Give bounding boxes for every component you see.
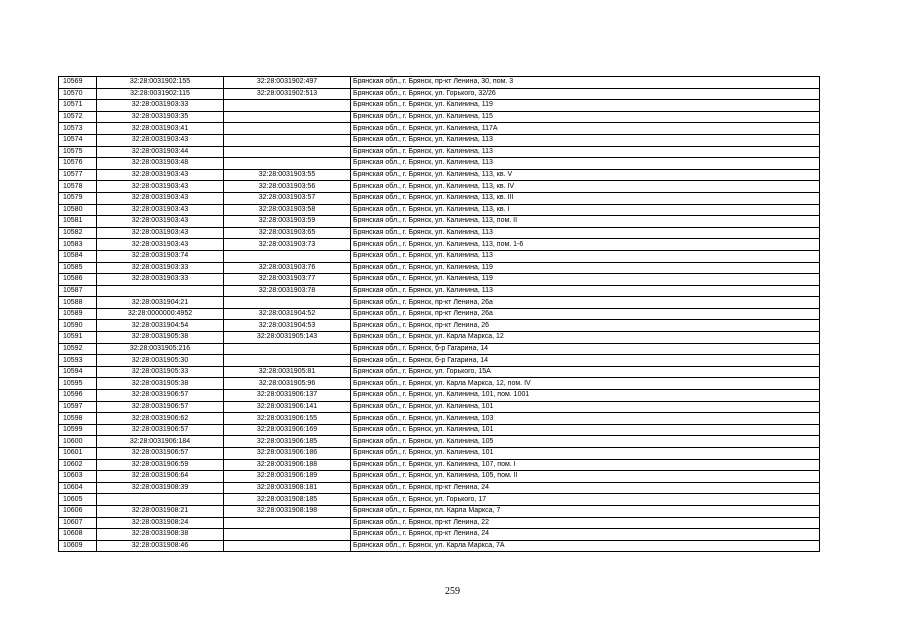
cadastral-number-cell: 32:28:0031903:43: [97, 169, 224, 181]
table-row: [59, 216, 820, 228]
cadastral-number-cell: 32:28:0031908:21: [97, 505, 224, 517]
address-cell: Брянская обл., г. Брянск, ул. Калинина, 119: [351, 100, 820, 112]
linked-cadastral-number-cell: 32:28:0031906:155: [224, 413, 351, 425]
linked-cadastral-number-cell: 32:28:0031906:188: [224, 459, 351, 471]
address-cell: Брянская обл., г. Брянск, пр-кт Ленина, 26: [351, 320, 820, 332]
address-cell: Брянская обл., г. Брянск, ул. Калинина, 113, кв. IV: [351, 181, 820, 193]
linked-cadastral-number-cell: 32:28:0031908:181: [224, 482, 351, 494]
linked-cadastral-number-cell: [224, 355, 351, 367]
row-number-cell: 10597: [59, 401, 97, 413]
row-number-cell: 10602: [59, 459, 97, 471]
table-row: [59, 343, 820, 355]
cadastral-number-cell: 32:28:0031906:59: [97, 459, 224, 471]
address-cell: Брянская обл., г. Брянск, б-р Гагарина, 14: [351, 355, 820, 367]
row-number-cell: 10581: [59, 216, 97, 228]
address-cell: Брянская обл., г. Брянск, ул. Калинина, 113, кв. I: [351, 204, 820, 216]
linked-cadastral-number-cell: 32:28:0031903:73: [224, 239, 351, 251]
address-cell: Брянская обл., г. Брянск, ул. Горького, 17: [351, 494, 820, 506]
address-cell: Брянская обл., г. Брянск, ул. Калинина, 113, пом. II: [351, 216, 820, 228]
address-cell: Брянская обл., г. Брянск, ул. Калинина, 117А: [351, 123, 820, 135]
row-number-cell: 10594: [59, 366, 97, 378]
table-row: [59, 227, 820, 239]
page-number: 259: [445, 586, 460, 597]
linked-cadastral-number-cell: [224, 100, 351, 112]
table-row: [59, 494, 820, 506]
cadastral-number-cell: 32:28:0031903:43: [97, 181, 224, 193]
linked-cadastral-number-cell: [224, 250, 351, 262]
row-number-cell: 10585: [59, 262, 97, 274]
table-row: [59, 436, 820, 448]
table-row: [59, 77, 820, 89]
address-cell: Брянская обл., г. Брянск, б-р Гагарина, 14: [351, 343, 820, 355]
address-cell: Брянская обл., г. Брянск, ул. Калинина, 113: [351, 227, 820, 239]
cadastral-number-cell: 32:28:0031903:48: [97, 158, 224, 170]
row-number-cell: 10588: [59, 297, 97, 309]
row-number-cell: 10600: [59, 436, 97, 448]
table-row: [59, 390, 820, 402]
linked-cadastral-number-cell: [224, 146, 351, 158]
linked-cadastral-number-cell: [224, 343, 351, 355]
table-row: [59, 471, 820, 483]
linked-cadastral-number-cell: 32:28:0031903:55: [224, 169, 351, 181]
linked-cadastral-number-cell: 32:28:0031906:137: [224, 390, 351, 402]
cadastral-number-cell: [97, 494, 224, 506]
cadastral-number-cell: 32:28:0031906:57: [97, 401, 224, 413]
property-table: [58, 76, 820, 552]
linked-cadastral-number-cell: 32:28:0031902:513: [224, 88, 351, 100]
row-number-cell: 10604: [59, 482, 97, 494]
table-row: [59, 262, 820, 274]
row-number-cell: 10603: [59, 471, 97, 483]
address-cell: Брянская обл., г. Брянск, ул. Калинина, 101: [351, 448, 820, 460]
row-number-cell: 10607: [59, 517, 97, 529]
cadastral-number-cell: 32:28:0031903:43: [97, 134, 224, 146]
address-cell: Брянская обл., г. Брянск, ул. Калинина, 101, пом. 1001: [351, 390, 820, 402]
row-number-cell: 10591: [59, 332, 97, 344]
row-number-cell: 10592: [59, 343, 97, 355]
row-number-cell: 10593: [59, 355, 97, 367]
cadastral-number-cell: 32:28:0031906:57: [97, 424, 224, 436]
cadastral-number-cell: 32:28:0031903:33: [97, 262, 224, 274]
linked-cadastral-number-cell: 32:28:0031903:56: [224, 181, 351, 193]
table-row: [59, 505, 820, 517]
table-row: [59, 529, 820, 541]
address-cell: Брянская обл., г. Брянск, ул. Калинина, 119: [351, 262, 820, 274]
table-row: [59, 181, 820, 193]
cadastral-number-cell: 32:28:0031903:43: [97, 227, 224, 239]
linked-cadastral-number-cell: 32:28:0031903:65: [224, 227, 351, 239]
table-row: [59, 274, 820, 286]
table-row: [59, 146, 820, 158]
row-number-cell: 10574: [59, 134, 97, 146]
row-number-cell: 10587: [59, 285, 97, 297]
table-row: [59, 355, 820, 367]
linked-cadastral-number-cell: 32:28:0031903:57: [224, 192, 351, 204]
address-cell: Брянская обл., г. Брянск, ул. Калинина, 103: [351, 413, 820, 425]
table-row: [59, 320, 820, 332]
address-cell: Брянская обл., г. Брянск, пр-кт Ленина, 24: [351, 529, 820, 541]
address-cell: Брянская обл., г. Брянск, пр-кт Ленина, 22: [351, 517, 820, 529]
table-row: [59, 100, 820, 112]
row-number-cell: 10572: [59, 111, 97, 123]
row-number-cell: 10608: [59, 529, 97, 541]
address-cell: Брянская обл., г. Брянск, ул. Калинина, 113, кв. V: [351, 169, 820, 181]
linked-cadastral-number-cell: 32:28:0031903:78: [224, 285, 351, 297]
row-number-cell: 10586: [59, 274, 97, 286]
linked-cadastral-number-cell: 32:28:0031904:53: [224, 320, 351, 332]
address-cell: Брянская обл., г. Брянск, ул. Калинина, 113: [351, 285, 820, 297]
table-row: [59, 424, 820, 436]
cadastral-number-cell: 32:28:0031903:43: [97, 239, 224, 251]
table-row: [59, 459, 820, 471]
row-number-cell: 10576: [59, 158, 97, 170]
row-number-cell: 10573: [59, 123, 97, 135]
cadastral-number-cell: 32:28:0031902:155: [97, 77, 224, 89]
table-row: [59, 378, 820, 390]
row-number-cell: 10589: [59, 308, 97, 320]
table-row: [59, 169, 820, 181]
linked-cadastral-number-cell: 32:28:0031904:52: [224, 308, 351, 320]
row-number-cell: 10599: [59, 424, 97, 436]
row-number-cell: 10570: [59, 88, 97, 100]
row-number-cell: 10596: [59, 390, 97, 402]
address-cell: Брянская обл., г. Брянск, ул. Калинина, 113: [351, 134, 820, 146]
linked-cadastral-number-cell: [224, 529, 351, 541]
table-row: [59, 448, 820, 460]
table-row: [59, 366, 820, 378]
address-cell: Брянская обл., г. Брянск, ул. Карла Маркса, 12, пом. IV: [351, 378, 820, 390]
cadastral-number-cell: [97, 285, 224, 297]
address-cell: Брянская обл., г. Брянск, пр-кт Ленина, 26а: [351, 308, 820, 320]
table-row: [59, 192, 820, 204]
linked-cadastral-number-cell: 32:28:0031902:497: [224, 77, 351, 89]
cadastral-number-cell: 32:28:0031906:64: [97, 471, 224, 483]
linked-cadastral-number-cell: 32:28:0031906:186: [224, 448, 351, 460]
table-row: [59, 308, 820, 320]
address-cell: Брянская обл., г. Брянск, ул. Горького, 15А: [351, 366, 820, 378]
linked-cadastral-number-cell: 32:28:0031908:198: [224, 505, 351, 517]
address-cell: Брянская обл., г. Брянск, ул. Калинина, 113: [351, 158, 820, 170]
property-table-body: [59, 77, 820, 552]
cadastral-number-cell: 32:28:0031908:38: [97, 529, 224, 541]
table-row: [59, 413, 820, 425]
linked-cadastral-number-cell: 32:28:0031905:81: [224, 366, 351, 378]
linked-cadastral-number-cell: [224, 134, 351, 146]
row-number-cell: 10578: [59, 181, 97, 193]
address-cell: Брянская обл., г. Брянск, пл. Карла Маркса, 7: [351, 505, 820, 517]
table-row: [59, 540, 820, 552]
row-number-cell: 10601: [59, 448, 97, 460]
cadastral-number-cell: 32:28:0031903:43: [97, 216, 224, 228]
table-row: [59, 88, 820, 100]
row-number-cell: 10609: [59, 540, 97, 552]
row-number-cell: 10605: [59, 494, 97, 506]
linked-cadastral-number-cell: [224, 540, 351, 552]
cadastral-number-cell: 32:28:0031904:21: [97, 297, 224, 309]
linked-cadastral-number-cell: 32:28:0031905:96: [224, 378, 351, 390]
row-number-cell: 10579: [59, 192, 97, 204]
address-cell: Брянская обл., г. Брянск, ул. Калинина, 119: [351, 274, 820, 286]
cadastral-number-cell: 32:28:0031903:35: [97, 111, 224, 123]
cadastral-number-cell: 32:28:0000000:4952: [97, 308, 224, 320]
cadastral-number-cell: 32:28:0031903:33: [97, 274, 224, 286]
row-number-cell: 10590: [59, 320, 97, 332]
row-number-cell: 10598: [59, 413, 97, 425]
row-number-cell: 10582: [59, 227, 97, 239]
table-row: [59, 204, 820, 216]
table-row: [59, 285, 820, 297]
linked-cadastral-number-cell: [224, 297, 351, 309]
cadastral-number-cell: 32:28:0031905:33: [97, 366, 224, 378]
cadastral-number-cell: 32:28:0031904:54: [97, 320, 224, 332]
cadastral-number-cell: 32:28:0031906:57: [97, 448, 224, 460]
cadastral-number-cell: 32:28:0031903:41: [97, 123, 224, 135]
cadastral-number-cell: 32:28:0031908:24: [97, 517, 224, 529]
linked-cadastral-number-cell: 32:28:0031905:143: [224, 332, 351, 344]
row-number-cell: 10569: [59, 77, 97, 89]
linked-cadastral-number-cell: 32:28:0031903:76: [224, 262, 351, 274]
address-cell: Брянская обл., г. Брянск, ул. Карла Маркса, 12: [351, 332, 820, 344]
table-row: [59, 134, 820, 146]
linked-cadastral-number-cell: 32:28:0031903:77: [224, 274, 351, 286]
linked-cadastral-number-cell: 32:28:0031906:141: [224, 401, 351, 413]
address-cell: Брянская обл., г. Брянск, пр-кт Ленина, 30, пом. 3: [351, 77, 820, 89]
row-number-cell: 10580: [59, 204, 97, 216]
table-row: [59, 482, 820, 494]
row-number-cell: 10583: [59, 239, 97, 251]
table-row: [59, 332, 820, 344]
linked-cadastral-number-cell: 32:28:0031908:185: [224, 494, 351, 506]
linked-cadastral-number-cell: [224, 517, 351, 529]
cadastral-number-cell: 32:28:0031903:74: [97, 250, 224, 262]
table-row: [59, 401, 820, 413]
row-number-cell: 10577: [59, 169, 97, 181]
linked-cadastral-number-cell: 32:28:0031903:58: [224, 204, 351, 216]
linked-cadastral-number-cell: 32:28:0031906:169: [224, 424, 351, 436]
cadastral-number-cell: 32:28:0031905:30: [97, 355, 224, 367]
row-number-cell: 10575: [59, 146, 97, 158]
address-cell: Брянская обл., г. Брянск, ул. Калинина, 105, пом. II: [351, 471, 820, 483]
linked-cadastral-number-cell: [224, 111, 351, 123]
linked-cadastral-number-cell: [224, 123, 351, 135]
cadastral-number-cell: 32:28:0031903:43: [97, 192, 224, 204]
cadastral-number-cell: 32:28:0031902:115: [97, 88, 224, 100]
address-cell: Брянская обл., г. Брянск, пр-кт Ленина, 24: [351, 482, 820, 494]
cadastral-number-cell: 32:28:0031905:38: [97, 332, 224, 344]
linked-cadastral-number-cell: [224, 158, 351, 170]
address-cell: Брянская обл., г. Брянск, ул. Калинина, 113, пом. 1-6: [351, 239, 820, 251]
table-row: [59, 239, 820, 251]
cadastral-number-cell: 32:28:0031903:33: [97, 100, 224, 112]
address-cell: Брянская обл., г. Брянск, ул. Калинина, 107, пом. I: [351, 459, 820, 471]
address-cell: Брянская обл., г. Брянск, ул. Горького, 32/26: [351, 88, 820, 100]
address-cell: Брянская обл., г. Брянск, пр-кт Ленина, 26а: [351, 297, 820, 309]
address-cell: Брянская обл., г. Брянск, ул. Калинина, 113: [351, 146, 820, 158]
linked-cadastral-number-cell: 32:28:0031906:185: [224, 436, 351, 448]
cadastral-number-cell: 32:28:0031905:216: [97, 343, 224, 355]
cadastral-number-cell: 32:28:0031908:39: [97, 482, 224, 494]
table-row: [59, 158, 820, 170]
table-row: [59, 123, 820, 135]
cadastral-number-cell: 32:28:0031908:46: [97, 540, 224, 552]
row-number-cell: 10595: [59, 378, 97, 390]
table-row: [59, 111, 820, 123]
linked-cadastral-number-cell: 32:28:0031903:59: [224, 216, 351, 228]
row-number-cell: 10571: [59, 100, 97, 112]
address-cell: Брянская обл., г. Брянск, ул. Калинина, 113: [351, 250, 820, 262]
cadastral-number-cell: 32:28:0031906:57: [97, 390, 224, 402]
cadastral-number-cell: 32:28:0031906:62: [97, 413, 224, 425]
table-row: [59, 250, 820, 262]
address-cell: Брянская обл., г. Брянск, ул. Калинина, 115: [351, 111, 820, 123]
address-cell: Брянская обл., г. Брянск, ул. Калинина, 113, кв. III: [351, 192, 820, 204]
row-number-cell: 10584: [59, 250, 97, 262]
table-row: [59, 297, 820, 309]
cadastral-number-cell: 32:28:0031903:43: [97, 204, 224, 216]
cadastral-number-cell: 32:28:0031903:44: [97, 146, 224, 158]
cadastral-number-cell: 32:28:0031906:184: [97, 436, 224, 448]
address-cell: Брянская обл., г. Брянск, ул. Калинина, 101: [351, 401, 820, 413]
table-row: [59, 517, 820, 529]
address-cell: Брянская обл., г. Брянск, ул. Калинина, 101: [351, 424, 820, 436]
address-cell: Брянская обл., г. Брянск, ул. Карла Маркса, 7А: [351, 540, 820, 552]
row-number-cell: 10606: [59, 505, 97, 517]
linked-cadastral-number-cell: 32:28:0031906:189: [224, 471, 351, 483]
address-cell: Брянская обл., г. Брянск, ул. Калинина, 105: [351, 436, 820, 448]
cadastral-number-cell: 32:28:0031905:38: [97, 378, 224, 390]
